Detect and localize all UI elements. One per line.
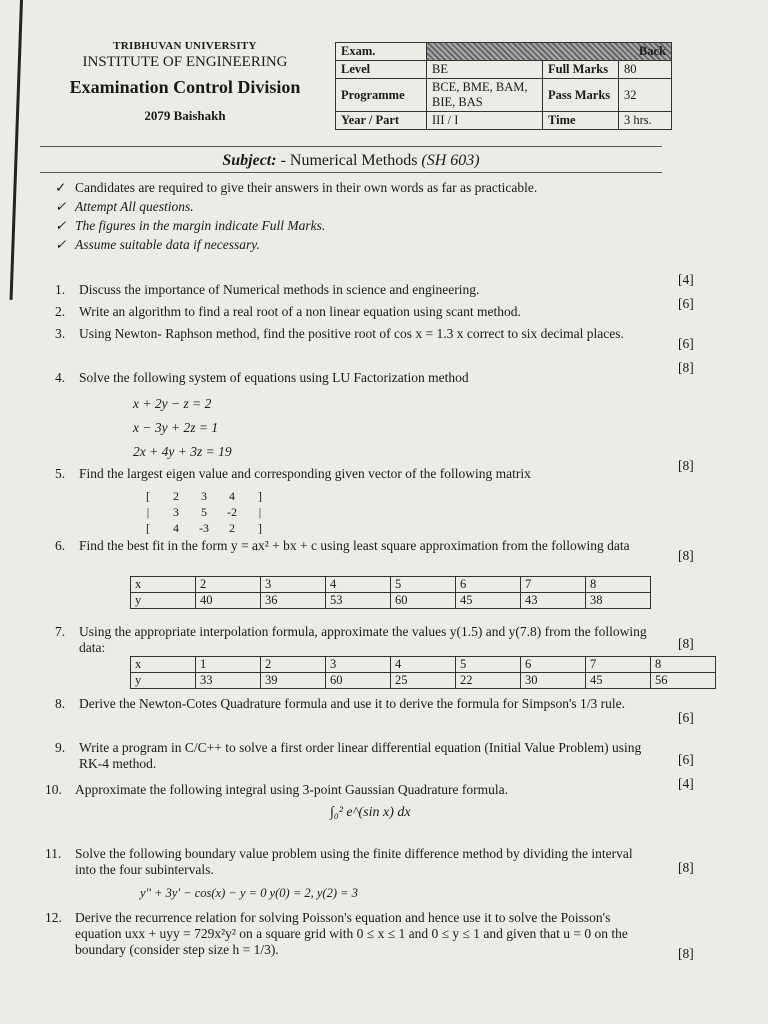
- marks-11: [8]: [678, 860, 694, 875]
- time-value: 3 hrs.: [619, 112, 672, 130]
- exam-value: Back: [427, 43, 672, 61]
- check-icon: ✓: [55, 199, 67, 214]
- equation-2: x − 3y + 2z = 1: [133, 420, 219, 435]
- marks-9: [6]: [678, 752, 694, 767]
- marks-1: [4]: [678, 272, 694, 287]
- question-9: 9. Write a program in C/C++ to solve a first order linear differential equation (Initial Value Problem) using RK-4 method.: [55, 740, 642, 771]
- equation-1: x + 2y − z = 2: [133, 396, 212, 411]
- pass-marks-value: 32: [619, 79, 672, 112]
- instruction-item: ✓ The figures in the margin indicate Full Marks.: [55, 218, 326, 233]
- year-part-label: Year / Part: [336, 112, 427, 130]
- equation-3: 2x + 4y + 3z = 19: [133, 444, 232, 459]
- programme-value: [427, 79, 543, 112]
- question-4: 4. Solve the following system of equations using LU Factorization method: [55, 370, 469, 385]
- marks-8: [6]: [678, 710, 694, 725]
- header-left: [40, 40, 330, 124]
- university-name: TRIBHUVAN UNIVERSITY: [113, 40, 257, 52]
- exam-meta-table: [335, 42, 672, 130]
- pass-marks-label: Pass Marks: [543, 79, 619, 112]
- question-5: 5. Find the largest eigen value and corresponding given vector of the following matrix: [55, 466, 531, 481]
- marks-6: [8]: [678, 548, 694, 563]
- question-12: 12. Derive the recurrence relation for solving Poisson's equation and hence use it to solve the Poisson's equation uxx + uyy = 729x²y² on a square grid with 0 ≤ x ≤ 1 and 0 ≤ y ≤ 1 and given that u = 0 on the boundary (consider step size h = 1/3).: [45, 910, 628, 957]
- data-table-7: [130, 656, 716, 689]
- instruction-item: ✓ Candidates are required to give their answers in their own words as far as practicable.: [55, 180, 538, 195]
- eigen-matrix: [134, 488, 274, 536]
- check-icon: ✓: [55, 180, 67, 195]
- instruction-item: ✓ Attempt All questions.: [55, 199, 194, 214]
- programme-line-2: BIE, BAS: [432, 95, 483, 109]
- programme-line-1: BCE, BME, BAM,: [432, 80, 528, 94]
- matrix-row: [ 2 3 4 ]: [146, 489, 262, 503]
- table-row: x 1 2 3 4 5 6 7 8: [131, 657, 716, 673]
- exam-session: 2079 Baishakh: [144, 108, 226, 123]
- time-label: Time: [543, 112, 619, 130]
- year-part-value: III / I: [427, 112, 543, 130]
- table-row: y 40 36 53 60 45 43 38: [131, 593, 651, 609]
- check-icon: ✓: [55, 237, 67, 252]
- question-2: 2. Write an algorithm to find a real root of a non linear equation using scant method.: [55, 304, 521, 319]
- check-icon: ✓: [55, 218, 67, 233]
- subject-label: Subject:: [222, 152, 277, 169]
- table-row: y 33 39 60 25 22 30 45 56: [131, 673, 716, 689]
- marks-3: [6]: [678, 336, 694, 351]
- question-10: 10. Approximate the following integral using 3-point Gaussian Quadrature formula.: [45, 782, 509, 797]
- instruction-item: ✓ Assume suitable data if necessary.: [55, 237, 260, 252]
- instructions: [55, 178, 537, 254]
- full-marks-label: Full Marks: [543, 61, 619, 79]
- exam-label: Exam.: [336, 43, 427, 61]
- subject-name: - Numerical Methods: [280, 152, 418, 169]
- marks-5: [8]: [678, 458, 694, 473]
- integral-expression: ∫₀² e^(sin x) dx: [330, 805, 411, 820]
- subject-code: (SH 603): [421, 152, 480, 169]
- table-row: x 2 3 4 5 6 7 8: [131, 577, 651, 593]
- full-marks-value: 80: [619, 61, 672, 79]
- marks-4: [8]: [678, 360, 694, 375]
- question-6: 6. Find the best fit in the form y = ax² + bx + c using least square approximation from the following data: [55, 538, 630, 553]
- question-1: 1. Discuss the importance of Numerical methods in science and engineering.: [55, 282, 480, 297]
- marks-7: [8]: [678, 636, 694, 651]
- matrix-row: | 3 5 -2 |: [146, 505, 262, 519]
- subject-line: [40, 152, 662, 170]
- division-name: Examination Control Division: [69, 77, 301, 97]
- bvp-equation: y'' + 3y' − cos(x) − y = 0 y(0) = 2, y(2) = 3: [140, 886, 358, 900]
- header-rule: [40, 146, 662, 147]
- level-label: Level: [336, 61, 427, 79]
- subject-rule: [40, 172, 662, 173]
- programme-label: Programme: [336, 79, 427, 112]
- question-3: 3. Using Newton- Raphson method, find the positive root of cos x = 1.3 x correct to six decimal places.: [55, 326, 624, 341]
- level-value: BE: [427, 61, 543, 79]
- marks-10: [4]: [678, 776, 694, 791]
- question-7: 7. Using the appropriate interpolation formula, approximate the values y(1.5) and y(7.8) from the following data:: [55, 624, 647, 655]
- question-11: 11. Solve the following boundary value problem using the finite difference method by dividing the interval into the four subintervals.: [45, 846, 633, 877]
- data-table-6: [130, 576, 651, 609]
- institute-name: INSTITUTE OF ENGINEERING: [82, 54, 288, 70]
- marks-12: [8]: [678, 946, 694, 961]
- question-8: 8. Derive the Newton-Cotes Quadrature formula and use it to derive the formula for Simpson's 1/3 rule.: [55, 696, 626, 711]
- matrix-row: [ 4 -3 2 ]: [146, 521, 262, 535]
- page-edge: [10, 0, 23, 300]
- marks-2: [6]: [678, 296, 694, 311]
